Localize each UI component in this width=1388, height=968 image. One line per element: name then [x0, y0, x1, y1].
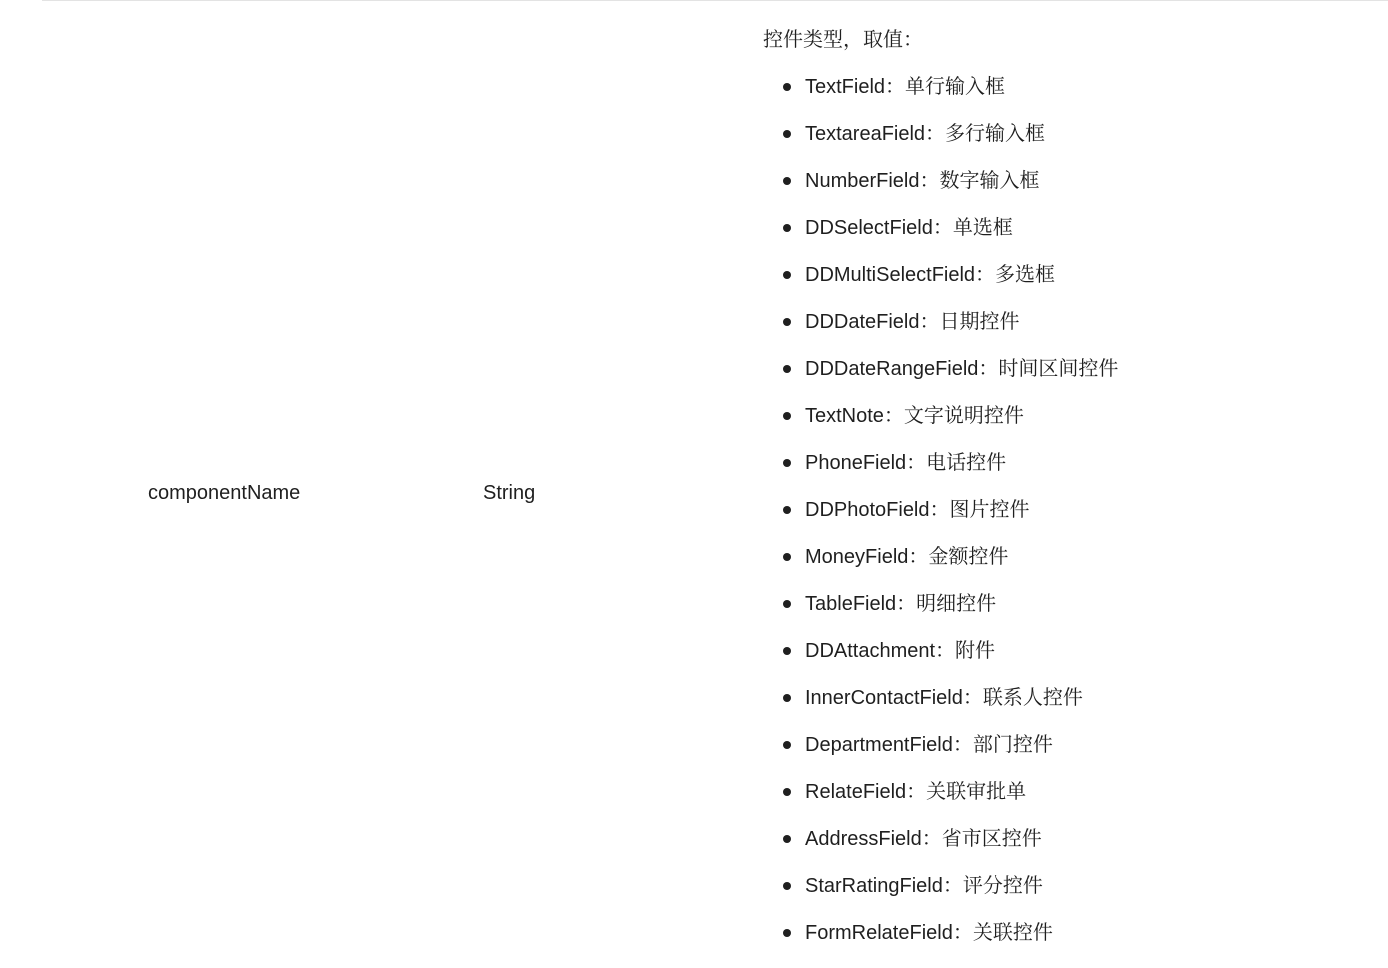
bullet-icon — [783, 694, 791, 702]
bullet-icon — [783, 83, 791, 91]
bullet-icon — [783, 271, 791, 279]
list-item-text: PhoneField：电话控件 — [805, 452, 1007, 474]
table-row-divider — [42, 0, 1388, 1]
list-item-text: TextNote：文字说明控件 — [805, 405, 1024, 427]
parameter-name-cell: componentName — [148, 482, 301, 504]
list-item-text: DDDateRangeField：时间区间控件 — [805, 358, 1119, 380]
list-item-text: DDSelectField：单选框 — [805, 217, 1013, 239]
bullet-icon — [783, 835, 791, 843]
list-item — [763, 498, 1118, 545]
list-item — [763, 216, 1118, 263]
bullet-icon — [783, 365, 791, 373]
list-item-text: TextField：单行输入框 — [805, 76, 1006, 98]
bullet-icon — [783, 600, 791, 608]
parameter-type-cell: String — [483, 482, 536, 504]
list-item-text: MoneyField：金额控件 — [805, 546, 1009, 568]
list-item — [763, 686, 1118, 733]
list-item — [763, 75, 1118, 122]
bullet-icon — [783, 459, 791, 467]
bullet-icon — [783, 788, 791, 796]
list-item-text: DDPhotoField：图片控件 — [805, 499, 1030, 521]
list-item — [763, 310, 1118, 357]
value-list — [763, 75, 1118, 968]
bullet-icon — [783, 224, 791, 232]
list-item — [763, 639, 1118, 686]
list-item — [763, 263, 1118, 310]
list-item-text: RelateField：关联审批单 — [805, 781, 1027, 803]
list-item — [763, 122, 1118, 169]
list-item-text: NumberField：数字输入框 — [805, 170, 1040, 192]
list-item-text: DDMultiSelectField：多选框 — [805, 264, 1056, 286]
list-item — [763, 874, 1118, 921]
list-item — [763, 592, 1118, 639]
list-item-text: DDAttachment：附件 — [805, 640, 996, 662]
bullet-icon — [783, 741, 791, 749]
list-item — [763, 780, 1118, 827]
bullet-icon — [783, 412, 791, 420]
list-item — [763, 357, 1118, 404]
list-item — [763, 921, 1118, 968]
list-item-text: TextareaField：多行输入框 — [805, 123, 1046, 145]
bullet-icon — [783, 506, 791, 514]
description-intro: 控件类型，取值： — [763, 29, 923, 51]
bullet-icon — [783, 318, 791, 326]
list-item-text: InnerContactField：联系人控件 — [805, 687, 1083, 709]
parameter-description-cell — [763, 28, 1363, 944]
list-item — [763, 827, 1118, 874]
list-item — [763, 169, 1118, 216]
list-item-text: AddressField：省市区控件 — [805, 828, 1042, 850]
bullet-icon — [783, 647, 791, 655]
list-item-text: FormRelateField：关联控件 — [805, 922, 1053, 944]
bullet-icon — [783, 177, 791, 185]
list-item-text: DepartmentField：部门控件 — [805, 734, 1053, 756]
list-item — [763, 404, 1118, 451]
list-item-text: DDDateField：日期控件 — [805, 311, 1020, 333]
bullet-icon — [783, 882, 791, 890]
list-item — [763, 451, 1118, 498]
list-item — [763, 733, 1118, 780]
list-item — [763, 545, 1118, 592]
bullet-icon — [783, 130, 791, 138]
list-item-text: TableField：明细控件 — [805, 593, 997, 615]
bullet-icon — [783, 553, 791, 561]
list-item-text: StarRatingField：评分控件 — [805, 875, 1043, 897]
bullet-icon — [783, 929, 791, 937]
